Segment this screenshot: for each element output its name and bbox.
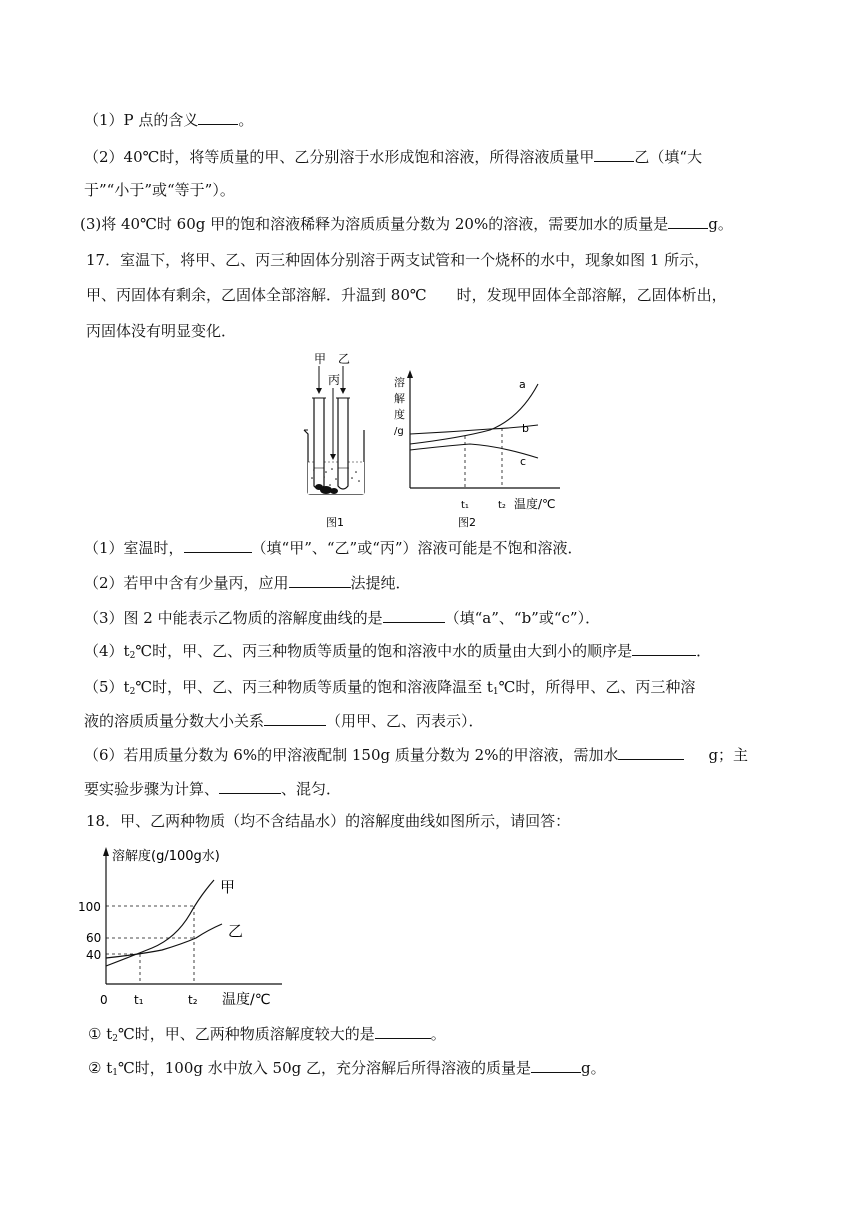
q18-intro: 18．甲、乙两种物质（均不含结晶水）的溶解度曲线如图所示，请回答： — [86, 812, 571, 830]
fig1-label-bing: 丙 — [328, 373, 341, 387]
q17-sub2: （2）若甲中含有少量丙，应用 法提纯． — [84, 574, 411, 592]
curve-b-label: b — [522, 422, 529, 435]
q18-y100: 100 — [78, 900, 101, 914]
fig1-caption: 图1 — [326, 516, 344, 529]
fig1-label-yi: 乙 — [338, 352, 351, 366]
curve-c-label: c — [520, 455, 527, 468]
q17-sub1: （1）室温时， （填“甲”、“乙”或“丙”）溶液可能是不饱和溶液． — [84, 539, 583, 557]
fig2-xlabel: 温度/℃ — [514, 497, 556, 511]
q18-ylabel: 溶解度(g/100g水) — [112, 849, 220, 864]
q16-part1: （1）P 点的含义 。 — [84, 111, 254, 129]
figure-2-solubility-curves — [390, 370, 600, 534]
q18-sub2: ② $t_1℃$时，100g 水中放入 50g 乙，充分溶解后所得溶液的质量是 g。 — [88, 1059, 606, 1078]
q18-xlabel: 温度/℃ — [222, 992, 271, 1008]
fig2-caption: 图2 — [458, 516, 476, 529]
q18-y40: 40 — [86, 948, 102, 962]
q18-origin: 0 — [100, 993, 108, 1007]
q18-t2: t₂ — [188, 993, 198, 1007]
fig2-ylabel-1: 溶 — [394, 376, 405, 389]
q18-sub1: ① $t_2℃$时，甲、乙两种物质溶解度较大的是 。 — [88, 1025, 446, 1044]
answer-blank[interactable] — [184, 538, 252, 553]
q17-sub6-cont: 要实验步骤为计算、 、混匀． — [84, 780, 342, 798]
answer-blank[interactable] — [289, 573, 351, 588]
answer-blank[interactable] — [375, 1024, 431, 1039]
q17-intro-line2: 甲、丙固体有剩余，乙固体全部溶解．升温到 80℃ 时，发现甲固体全部溶解，乙固体析出， — [86, 286, 727, 304]
q16-part3: (3)将 40℃时 60g 甲的饱和溶液稀释为溶质质量分数为 20%的溶液，需要加水的质量是 g。 — [80, 215, 733, 233]
q17-sub5-cont: 液的溶质质量分数大小关系 （用甲、乙、丙表示）． — [84, 712, 484, 730]
q16-part1-text: （1）P 点的含义 — [84, 111, 199, 129]
fig2-t1: t₁ — [461, 500, 469, 511]
answer-blank[interactable] — [618, 745, 684, 760]
fig2-ylabel-2: 解 — [394, 392, 405, 405]
answer-blank[interactable] — [383, 608, 445, 623]
q17-intro-line3: 丙固体没有明显变化． — [86, 322, 237, 340]
q16-part2-cont: 于”“小于”或“等于”）。 — [84, 181, 235, 199]
answer-blank[interactable] — [668, 214, 708, 229]
q17-intro-line1: 17．室温下，将甲、乙、丙三种固体分别溶于两支试管和一个烧杯的水中，现象如图 1 所示， — [86, 251, 710, 269]
q16-part2: （2）40℃时，将等质量的甲、乙分别溶于水形成饱和溶液，所得溶液质量甲 乙（填“大 — [84, 148, 703, 166]
fig2-ylabel-3: 度 — [394, 408, 405, 421]
q18-y60: 60 — [86, 931, 102, 945]
answer-blank[interactable] — [594, 147, 634, 162]
fig2-t2: t₂ — [498, 500, 506, 511]
figure-1-beaker-diagram — [296, 350, 386, 534]
answer-blank[interactable] — [632, 641, 696, 656]
q17-sub5: $(5)t_2℃$时，甲、乙、丙三种物质等质量的饱和溶液降温至 $t_1℃$时，所得甲、乙、丙三种溶 — [84, 678, 696, 697]
answer-blank[interactable] — [531, 1058, 581, 1073]
figure-q18-solubility-curves — [72, 844, 302, 1010]
q18-curve-jia-label: 甲 — [220, 878, 236, 896]
answer-blank[interactable] — [198, 110, 238, 125]
fig2-ylabel-4: /g — [394, 426, 404, 437]
q17-sub4: $(4)t_2℃$时，甲、乙、丙三种物质等质量的饱和溶液中水的质量由大到小的顺序是 ． — [84, 642, 712, 661]
q18-t1: t₁ — [134, 993, 144, 1007]
answer-blank[interactable] — [264, 711, 326, 726]
q17-sub3: （3）图 2 中能表示乙物质的溶解度曲线的是 （填“a”、“b”或“c”）． — [84, 609, 601, 627]
answer-blank[interactable] — [219, 779, 281, 794]
q17-sub6: （6）若用质量分数为 6%的甲溶液配制 150g 质量分数为 2%的甲溶液，需加水 g；主 — [84, 746, 749, 764]
fig1-label-jia: 甲 — [314, 352, 327, 366]
q18-curve-yi-label: 乙 — [228, 922, 244, 940]
curve-a-label: a — [519, 378, 526, 391]
